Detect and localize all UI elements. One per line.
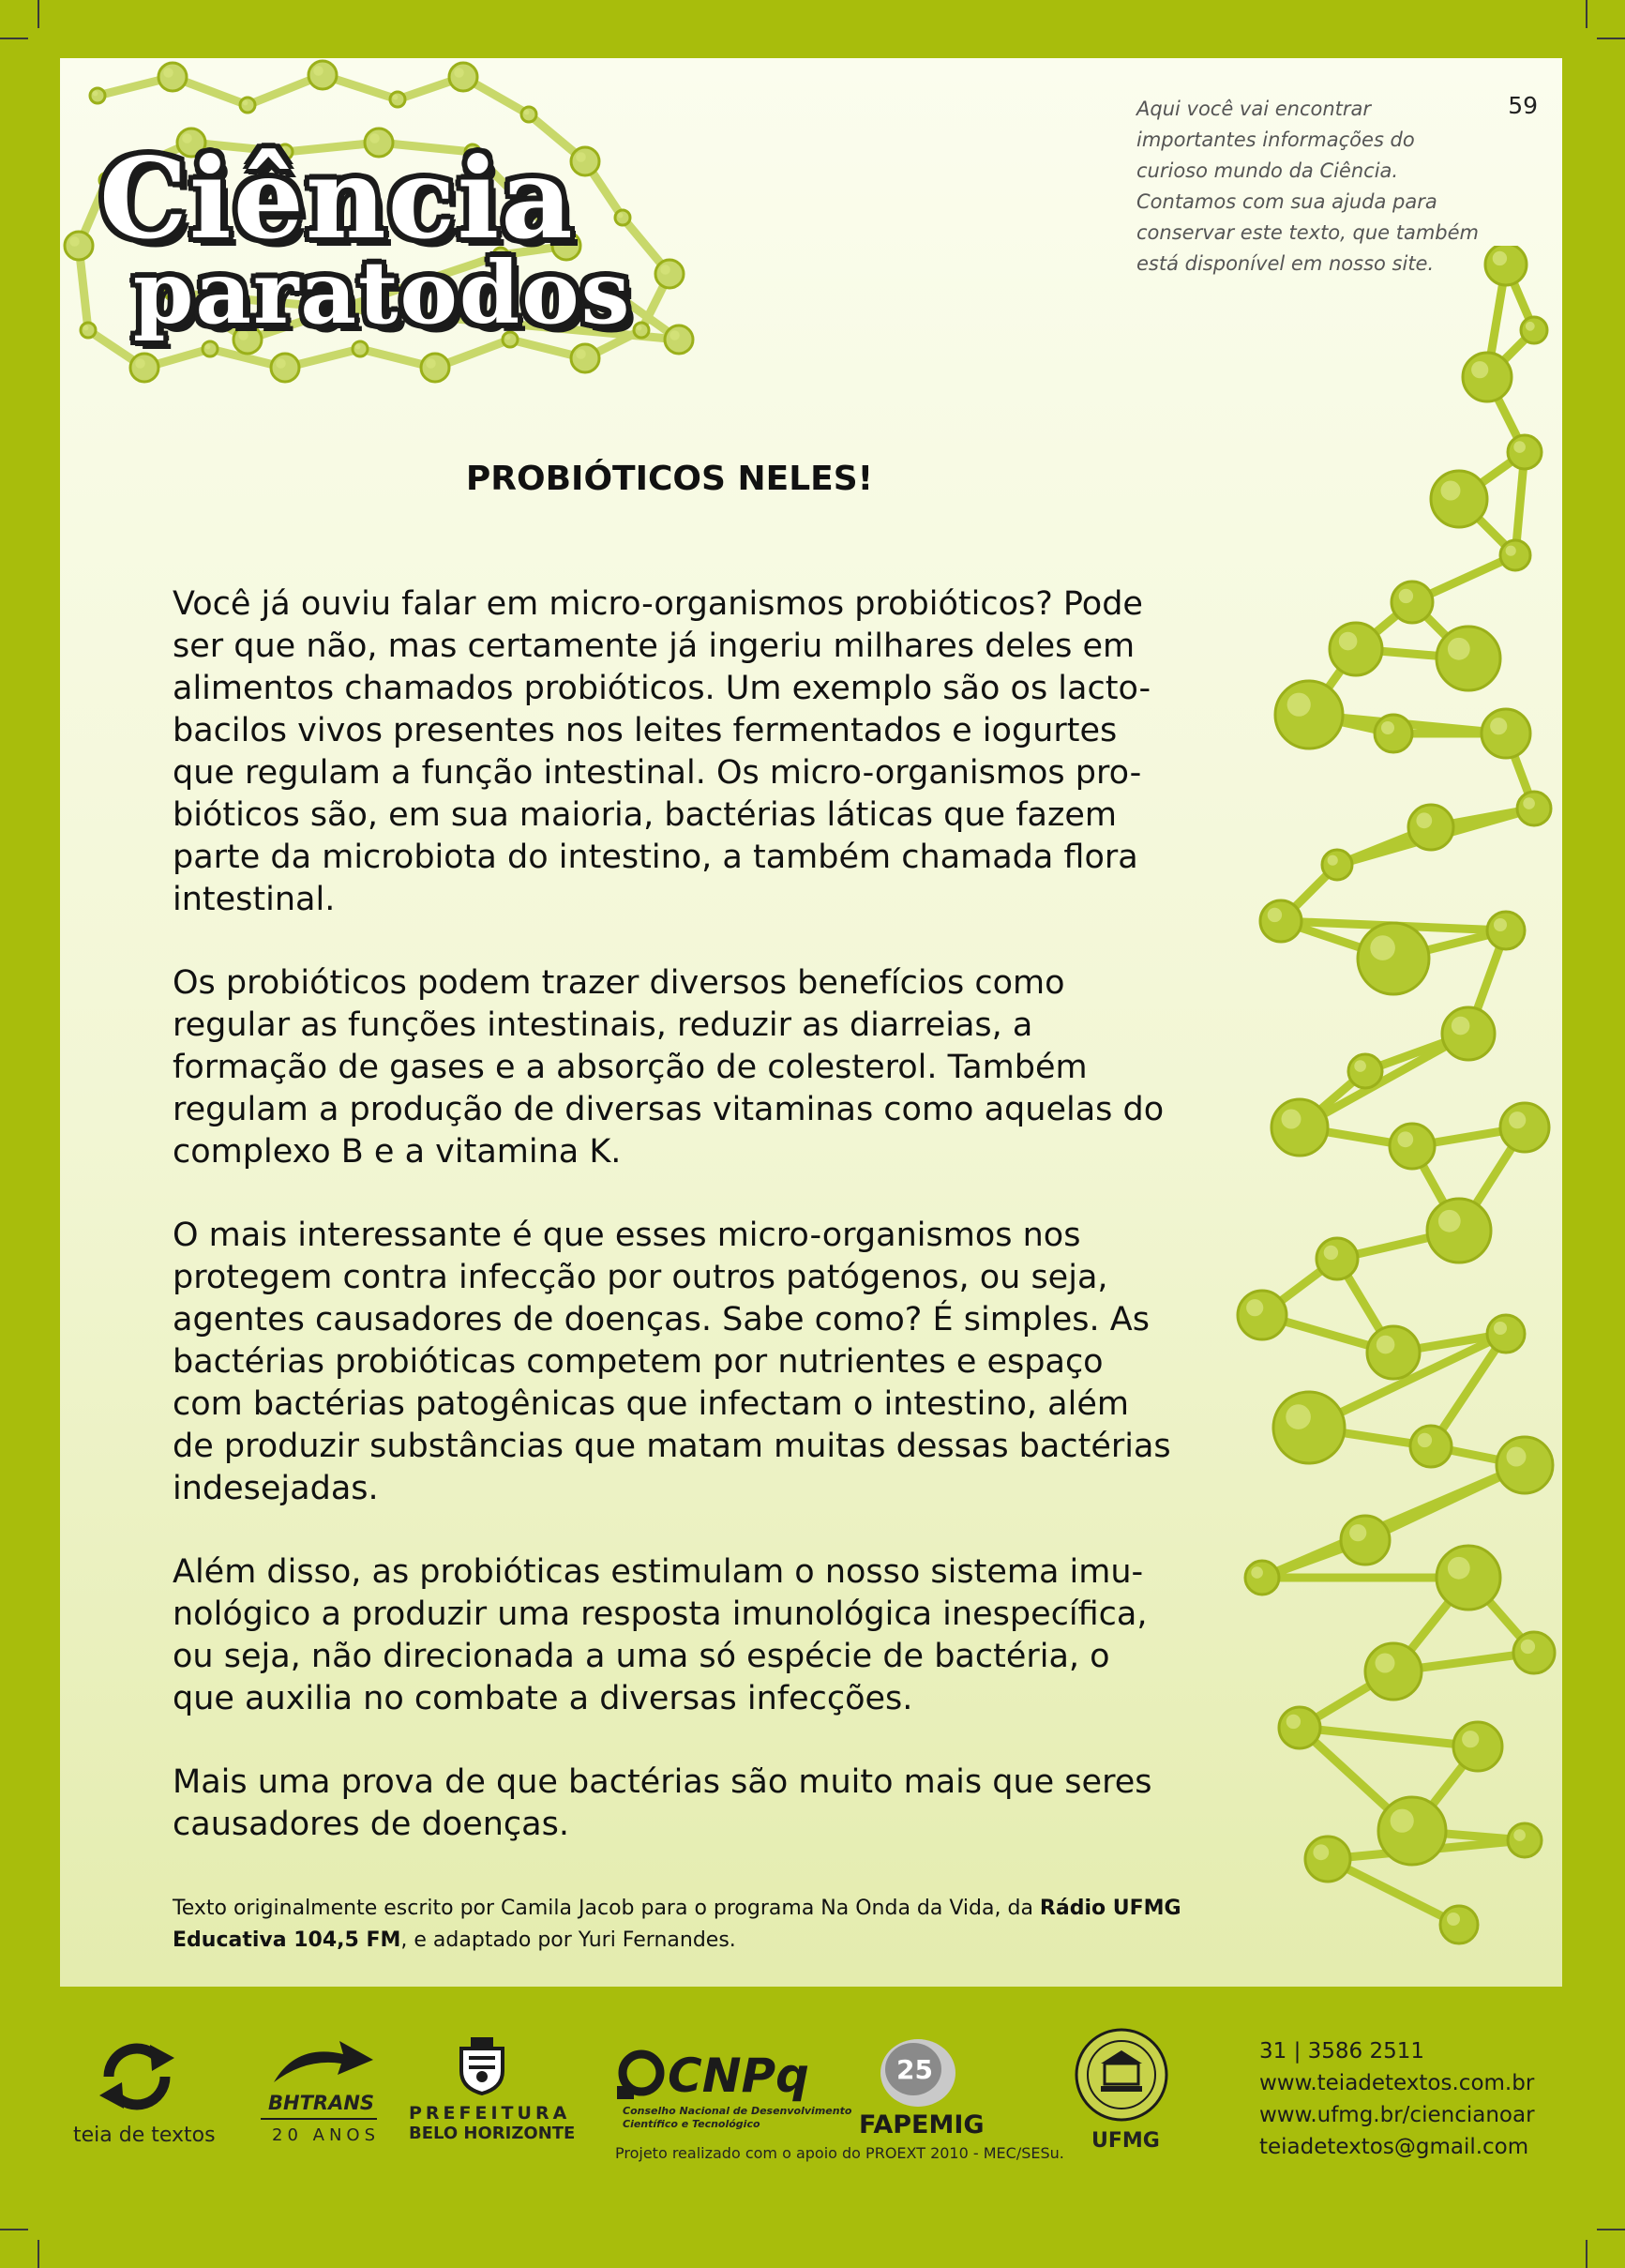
molecule-atom bbox=[1427, 1199, 1491, 1263]
molecule-atom bbox=[1260, 900, 1302, 942]
logo-line-1: Ciência bbox=[99, 133, 575, 264]
molecule-atom bbox=[1521, 317, 1547, 343]
molecule-highlight bbox=[1462, 1731, 1479, 1747]
intro-line: importantes informações do bbox=[1136, 129, 1415, 151]
molecule-highlight bbox=[1313, 1844, 1329, 1860]
molecule-atom bbox=[1305, 1837, 1350, 1882]
molecule-atom bbox=[1500, 540, 1530, 570]
contact-website-link[interactable]: www.teiadetextos.com.br bbox=[1259, 2071, 1535, 2095]
molecule-atom bbox=[1348, 1054, 1382, 1088]
molecule-atom bbox=[1390, 1124, 1435, 1169]
intro-line: Aqui você vai encontrar bbox=[1136, 98, 1372, 120]
fapemig-logo-icon bbox=[876, 2035, 960, 2110]
molecule-atom bbox=[1392, 582, 1433, 623]
molecule-highlight bbox=[135, 358, 145, 369]
fapemig-label: FAPEMIG bbox=[859, 2110, 985, 2139]
article-paragraph: Mais uma prova de que bactérias são muito mais que seres causadores de doenças. bbox=[173, 1763, 1152, 1843]
credit-text: , e adaptado por Yuri Fernandes. bbox=[400, 1928, 736, 1952]
molecule-highlight bbox=[1416, 812, 1432, 828]
molecule-atom bbox=[65, 232, 93, 260]
molecule-atom bbox=[1487, 1315, 1525, 1353]
molecule-highlight bbox=[1441, 481, 1461, 501]
molecule-atom bbox=[1273, 1392, 1345, 1463]
molecule-atom bbox=[421, 354, 449, 382]
molecule-highlight bbox=[1494, 918, 1507, 931]
article-paragraph: O mais interessante é que esses micro-organismos nos protegem contra infecção por outros patógenos, ou seja, agentes causadores de doenças. Sabe como? É simples. As bactérias probióticas competem por nutrientes e espaço com bactérias patogênicas que infectam o intestino, além de produzir substâncias que matam muitas dessas bactérias indesejadas. bbox=[173, 1217, 1171, 1507]
crop-mark bbox=[0, 38, 28, 39]
molecule-highlight bbox=[1251, 1566, 1263, 1579]
molecule-highlight bbox=[576, 349, 586, 359]
molecule-highlight bbox=[1509, 1111, 1526, 1128]
molecule-highlight bbox=[1523, 797, 1535, 809]
molecule-atom bbox=[90, 88, 105, 103]
molecule-atom bbox=[615, 210, 630, 225]
molecule-highlight bbox=[1448, 638, 1470, 660]
prefeitura-line-2: BELO HORIZONTE bbox=[409, 2124, 576, 2143]
molecule-highlight bbox=[1438, 1210, 1461, 1232]
molecule-highlight bbox=[524, 110, 530, 115]
prefeitura-line-1: PREFEITURA bbox=[409, 2103, 571, 2124]
bhtrans-divider bbox=[261, 2118, 377, 2120]
molecule-highlight bbox=[454, 68, 464, 78]
molecule-atom bbox=[130, 354, 158, 382]
molecule-highlight bbox=[1397, 1131, 1413, 1147]
molecule-highlight bbox=[1370, 935, 1395, 960]
teia-label: teia de textos bbox=[73, 2124, 216, 2147]
article-credit bbox=[173, 1893, 1204, 1957]
molecule-atom bbox=[571, 147, 599, 175]
molecule-atom bbox=[521, 107, 536, 122]
molecule-atom bbox=[1482, 709, 1530, 758]
molecule-atom bbox=[1497, 1437, 1553, 1493]
molecule-atom bbox=[1245, 1561, 1279, 1595]
crop-mark bbox=[1586, 2240, 1587, 2268]
molecule-highlight bbox=[1286, 1715, 1301, 1729]
molecule-atom bbox=[1238, 1291, 1286, 1339]
molecule-atom bbox=[1378, 1797, 1446, 1865]
molecule-highlight bbox=[1354, 1060, 1366, 1072]
molecule-atom bbox=[81, 323, 96, 338]
molecule-atom bbox=[1463, 353, 1512, 401]
molecule-highlight bbox=[163, 68, 173, 78]
molecule-atom bbox=[390, 92, 405, 107]
molecule-atom bbox=[1431, 471, 1487, 527]
molecule-atom bbox=[1437, 1546, 1500, 1610]
molecule-atom bbox=[1410, 1426, 1452, 1467]
molecule-atom bbox=[1322, 850, 1352, 880]
molecule-highlight bbox=[1328, 855, 1338, 866]
intro-line: está disponível em nosso site. bbox=[1136, 252, 1435, 275]
logo bbox=[60, 58, 735, 396]
cnpq-logo-icon bbox=[615, 2049, 666, 2101]
molecule-highlight bbox=[1418, 1433, 1432, 1447]
molecule-atom bbox=[1442, 1007, 1495, 1060]
molecule-highlight bbox=[1349, 1524, 1366, 1541]
molecule-atom bbox=[655, 260, 684, 288]
prefeitura-coat-of-arms-icon bbox=[454, 2035, 510, 2095]
molecule-atom bbox=[634, 323, 649, 338]
crop-mark bbox=[1597, 38, 1625, 39]
molecule-highlight bbox=[1286, 1404, 1311, 1429]
molecule-atom bbox=[1513, 1632, 1555, 1673]
cnpq-subtitle-2: Científico e Tecnológico bbox=[623, 2118, 760, 2130]
molecule-highlight bbox=[355, 344, 361, 350]
credit-radio-name: Rádio UFMG Educativa 104,5 FM bbox=[173, 1897, 1181, 1952]
molecule-highlight bbox=[276, 358, 286, 369]
molecule-highlight bbox=[1339, 632, 1358, 651]
content-panel bbox=[60, 58, 1562, 1987]
molecule-atom bbox=[1487, 912, 1525, 949]
molecule-highlight bbox=[1494, 1322, 1507, 1335]
intro-text bbox=[1136, 94, 1493, 280]
molecule-highlight bbox=[313, 66, 323, 76]
molecule-highlight bbox=[69, 236, 80, 247]
contact-email-link[interactable]: teiadetextos@gmail.com bbox=[1259, 2135, 1529, 2159]
molecule-atom bbox=[1279, 1707, 1320, 1748]
contact-website-link[interactable]: www.ufmg.br/ciencianoar bbox=[1259, 2103, 1535, 2127]
bhtrans-label: BHTRANS bbox=[268, 2092, 375, 2114]
molecule-highlight bbox=[1268, 908, 1282, 922]
article-title: PROBIÓTICOS NELES! bbox=[465, 460, 874, 498]
molecule-highlight bbox=[93, 91, 98, 97]
molecule-highlight bbox=[1490, 718, 1507, 734]
molecule-atom bbox=[353, 341, 368, 356]
crop-mark bbox=[1597, 2229, 1625, 2230]
molecule-atom bbox=[1330, 623, 1382, 675]
molecule-atom bbox=[203, 341, 218, 356]
page-number: 59 bbox=[1508, 92, 1538, 119]
bhtrans-arrows-icon bbox=[268, 2035, 381, 2088]
molecule-atom bbox=[1508, 1823, 1542, 1857]
molecule-highlight bbox=[426, 358, 436, 369]
molecule-highlight bbox=[83, 325, 89, 331]
molecule-atom bbox=[1500, 1103, 1549, 1152]
molecule-highlight bbox=[660, 265, 670, 275]
molecule-highlight bbox=[1246, 1299, 1263, 1316]
teia-refresh-icon bbox=[96, 2039, 178, 2114]
molecule-atom bbox=[1367, 1326, 1420, 1379]
article-paragraph: Você já ouviu falar em micro-organismos probióticos? Pode ser que não, mas certamente já ingeriu milhares deles em alimentos chamados probióticos. Um exemplo são os lacto-bacilos vivos presentes nos leites fermentados e iogurtes que regulam a função intestinal. Os micro-organismos pro-bióticos são, em sua maioria, bactérias láticas que fazem parte da microbiota do intestino, a também chamada flora intestinal. bbox=[173, 585, 1151, 918]
molecule-highlight bbox=[1282, 1110, 1302, 1129]
cnpq-subtitle-1: Conselho Nacional de Desenvolvimento bbox=[623, 2105, 852, 2117]
molecule-decoration bbox=[1225, 246, 1562, 1981]
molecule-highlight bbox=[1513, 441, 1526, 453]
crop-mark bbox=[38, 0, 39, 28]
intro-line: conservar este texto, que também bbox=[1136, 221, 1480, 244]
project-note: Projeto realizado com o apoio do PROEXT 2010 - MEC/SESu. bbox=[615, 2144, 1064, 2162]
molecule-highlight bbox=[576, 152, 586, 162]
molecule-atom bbox=[1517, 792, 1551, 825]
article-paragraph: Além disso, as probióticas estimulam o nosso sistema imu-nológico a produzir uma resposta imunológica inespecífica, ou seja, não direcionada a uma só espécie de bactéria, o que auxilia no combate a diversas infecções. bbox=[173, 1553, 1148, 1717]
molecule-highlight bbox=[1399, 589, 1413, 603]
molecule-atom bbox=[1440, 1906, 1478, 1943]
molecule-atom bbox=[1408, 805, 1453, 850]
article-paragraph: Os probióticos podem trazer diversos benefícios como regular as funções intestinais, reduzir as diarreias, a formação de gases e a absorção de colesterol. Também regulam a produção de diversas vitaminas como aquelas do complexo B e a vitamina K. bbox=[173, 964, 1165, 1171]
molecule-highlight bbox=[1391, 1809, 1414, 1833]
molecule-highlight bbox=[205, 344, 211, 350]
molecule-highlight bbox=[637, 325, 642, 331]
molecule-atom bbox=[308, 61, 337, 89]
molecule-highlight bbox=[670, 330, 680, 340]
molecule-atom bbox=[1271, 1099, 1328, 1156]
bhtrans-years: 20 ANOS bbox=[272, 2125, 380, 2145]
molecule-highlight bbox=[1471, 361, 1488, 378]
molecule-atom bbox=[1508, 435, 1542, 469]
molecule-highlight bbox=[1377, 1336, 1395, 1354]
molecule-atom bbox=[271, 354, 299, 382]
intro-line: curioso mundo da Ciência. bbox=[1136, 159, 1399, 182]
molecule-atom bbox=[1437, 627, 1500, 690]
ufmg-label: UFMG bbox=[1091, 2129, 1160, 2153]
cnpq-label: CNPq bbox=[668, 2049, 809, 2103]
molecule-highlight bbox=[1521, 1640, 1535, 1654]
molecule-highlight bbox=[1324, 1246, 1338, 1260]
article-body bbox=[173, 583, 1171, 1887]
logo-line-2: paratodos bbox=[133, 242, 632, 343]
crop-mark bbox=[0, 2229, 28, 2230]
molecule-highlight bbox=[1506, 546, 1516, 556]
molecule-highlight bbox=[1376, 1654, 1395, 1673]
molecule-atom bbox=[240, 98, 255, 113]
molecule-highlight bbox=[1381, 721, 1394, 734]
fapemig-years: 25 bbox=[896, 2054, 933, 2085]
molecule-atom bbox=[1275, 681, 1343, 748]
molecule-atom bbox=[158, 63, 187, 91]
molecule-highlight bbox=[243, 100, 248, 106]
molecule-atom bbox=[1365, 1643, 1422, 1700]
molecule-atom bbox=[1358, 923, 1429, 994]
molecule-atom bbox=[1317, 1238, 1358, 1279]
ufmg-seal-icon bbox=[1073, 2026, 1170, 2124]
crop-mark bbox=[1586, 0, 1587, 28]
molecule-atom bbox=[1375, 715, 1412, 752]
contact-info bbox=[1259, 2035, 1535, 2163]
molecule-atom bbox=[1341, 1516, 1390, 1565]
molecule-atom bbox=[665, 325, 693, 354]
molecule-highlight bbox=[618, 213, 624, 219]
molecule-highlight bbox=[1507, 1447, 1527, 1467]
molecule-bond bbox=[1300, 1728, 1478, 1746]
footer bbox=[60, 2007, 1562, 2195]
intro-line: Contamos com sua ajuda para bbox=[1136, 190, 1437, 213]
molecule-atom bbox=[571, 344, 599, 372]
molecule-highlight bbox=[393, 95, 399, 100]
molecule-highlight bbox=[1513, 1829, 1526, 1841]
molecule-highlight bbox=[1526, 322, 1535, 331]
molecule-atom bbox=[449, 63, 477, 91]
molecule-atom bbox=[1453, 1722, 1502, 1771]
molecule-highlight bbox=[1448, 1557, 1470, 1580]
contact-phone: 31 | 3586 2511 bbox=[1259, 2039, 1425, 2064]
molecule-highlight bbox=[1287, 693, 1311, 717]
molecule-highlight bbox=[1452, 1017, 1470, 1036]
crop-mark bbox=[38, 2240, 39, 2268]
molecule-highlight bbox=[1493, 251, 1507, 265]
molecule-highlight bbox=[1447, 1913, 1460, 1926]
credit-text: Texto originalmente escrito por Camila Jacob para o programa Na Onda da Vida, da bbox=[173, 1897, 1040, 1920]
